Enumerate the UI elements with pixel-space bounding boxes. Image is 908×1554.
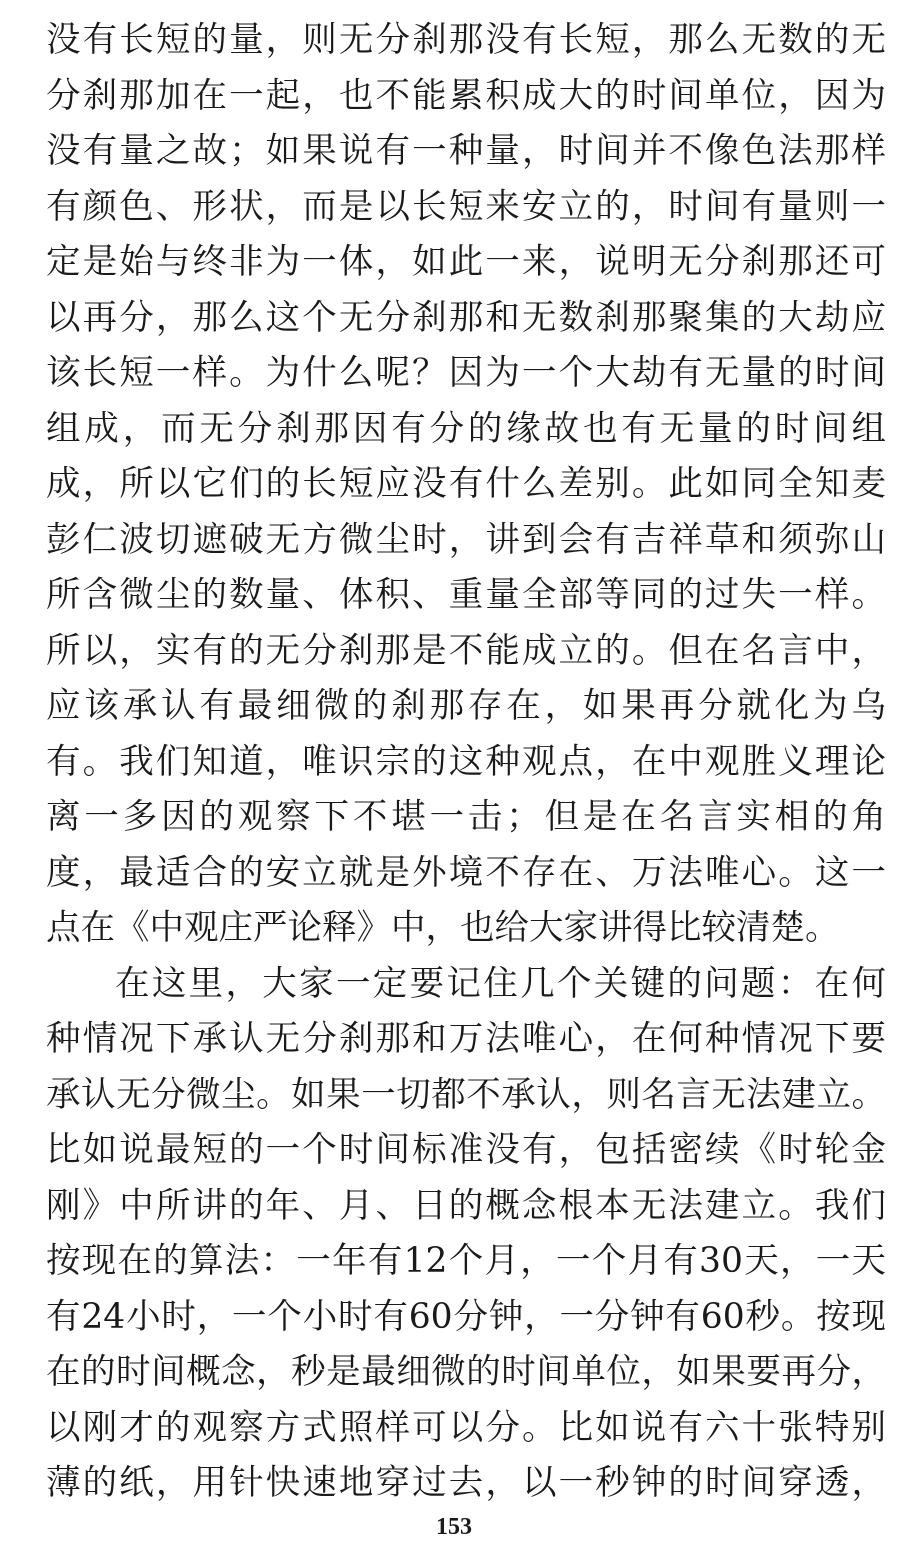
text-line: 所以，实有的无分刹那是不能成立的。但在名言中， xyxy=(46,630,886,671)
text-line: 定是始与终非为一体，如此一来，说明无分刹那还可 xyxy=(46,242,886,282)
text-line: 没有量之故；如果说有一种量，时间并不像色法那样 xyxy=(46,131,886,171)
text-line: 该长短一样。为什么呢？因为一个大劫有无量的时间 xyxy=(46,353,886,393)
text-line: 点在《中观庄严论释》中，也给大家讲得比较清楚。 xyxy=(46,908,840,948)
text-line: 承认无分微尘。如果一切都不承认，则名言无法建立。 xyxy=(46,1074,886,1115)
text-line: 应该承认有最细微的刹那存在，如果再分就化为乌 xyxy=(46,686,886,726)
text-line: 以再分，那么这个无分刹那和无数刹那聚集的大劫应 xyxy=(46,297,886,338)
text-line: 种情况下承认无分刹那和万法唯心，在何种情况下要 xyxy=(46,1019,886,1059)
text-line: 比如说最短的一个时间标准没有，包括密续《时轮金 xyxy=(46,1130,886,1170)
text-line: 薄的纸，用针快速地穿过去，以一秒钟的时间穿透， xyxy=(46,1463,886,1503)
text-line: 度，最适合的安立就是外境不存在、万法唯心。这一 xyxy=(46,852,886,893)
text-line: 刚》中所讲的年、月、日的概念根本无法建立。我们 xyxy=(46,1185,886,1226)
page-number: 153 xyxy=(436,1514,472,1540)
text-line: 有。我们知道，唯识宗的这种观点，在中观胜义理论 xyxy=(46,741,886,782)
text-line: 没有长短的量，则无分刹那没有长短，那么无数的无 xyxy=(46,20,886,60)
text-line: 离一多因的观察下不堪一击；但是在名言实相的角 xyxy=(46,797,886,837)
text-line: 所含微尘的数量、体积、重量全部等同的过失一样。 xyxy=(46,575,886,615)
text-line: 以刚才的观察方式照样可以分。比如说有六十张特别 xyxy=(46,1407,886,1448)
text-line: 有颜色、形状，而是以长短来安立的，时间有量则一 xyxy=(46,186,886,227)
text-line: 分刹那加在一起，也不能累积成大的时间单位，因为 xyxy=(46,75,886,116)
text-line: 有24小时，一个小时有60分钟，一分钟有60秒。按现 xyxy=(46,1296,886,1337)
text-line: 组成，而无分刹那因有分的缘故也有无量的时间组 xyxy=(46,408,886,449)
text-line: 在的时间概念，秒是最细微的时间单位，如果要再分， xyxy=(46,1352,886,1392)
text-line: 按现在的算法：一年有12个月，一个月有30天，一天 xyxy=(46,1241,886,1281)
body-text xyxy=(46,13,886,1512)
paragraph-start-line: 在这里，大家一定要记住几个关键的问题：在何 xyxy=(115,963,886,1004)
text-line: 彭仁波切遮破无方微尘时，讲到会有吉祥草和须弥山 xyxy=(46,519,886,560)
text-line: 成，所以它们的长短应没有什么差别。此如同全知麦 xyxy=(46,464,886,504)
